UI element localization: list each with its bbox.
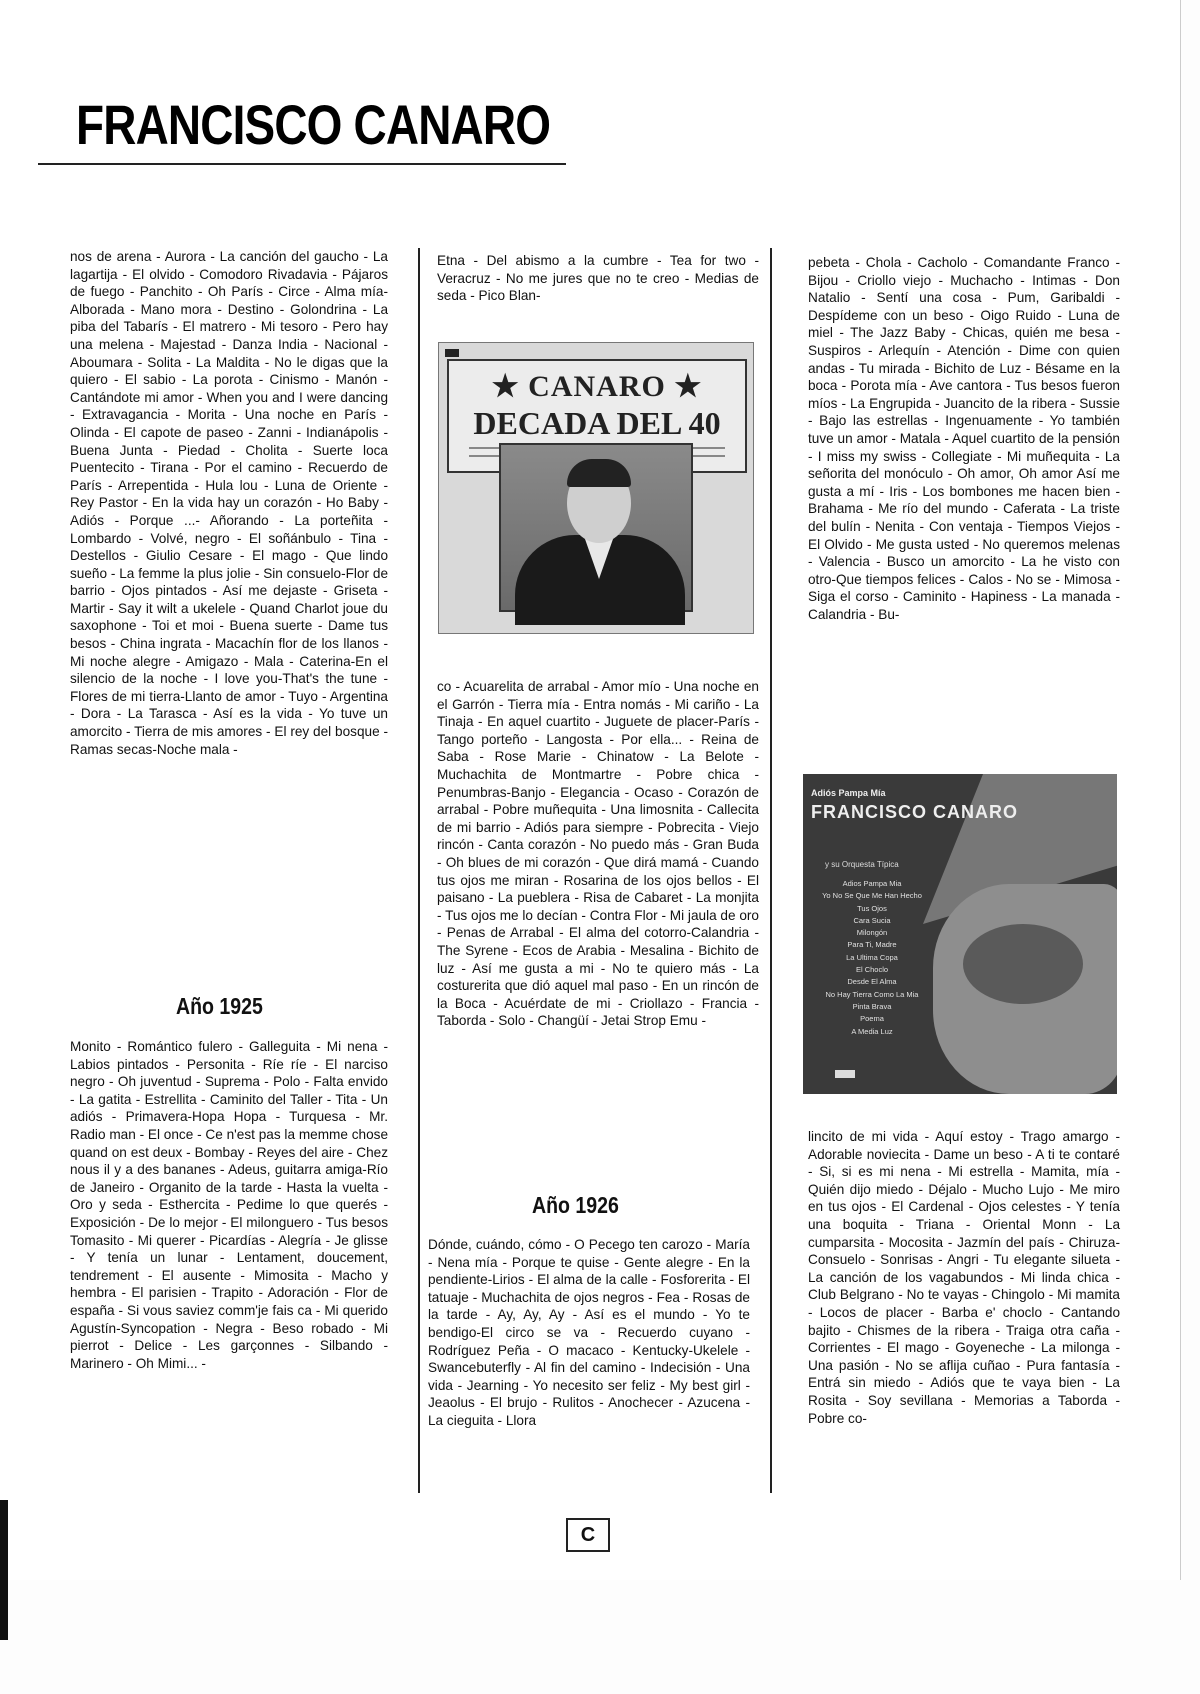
scan-edge-mark	[0, 1500, 8, 1640]
track-item: Milongón	[856, 928, 888, 938]
album-track-list	[817, 878, 927, 1038]
album-artist: FRANCISCO CANARO	[811, 802, 1018, 822]
title-underline	[38, 163, 566, 165]
column-divider-1	[418, 248, 420, 1493]
track-item: Adios Pampa Mia	[842, 879, 902, 888]
heading-year-1926: Año 1926	[532, 1192, 619, 1218]
heading-year-1925: Año 1925	[176, 993, 263, 1019]
song-list-text: Dónde, cuándo, cómo - O Pecego ten carozo - María - Nena mía - Porque te quise - Gente alegre - En la pendiente-Lirios - El alma de la calle - Fosforerita - El tatuaje - Muchachita de ojos negros - Fea - Rosas de la tarde - Ay, Ay, Ay - Así es el mundo - Yo te bendigo-El circo se va - Recuerdo cuyano - Rodríguez Peña - O macaco - Kentucky-Ukelele - Swancebuterfly - Al fin del camino - Indecisión - Una vida - Jearning - Yo necesito ser feliz - My best girl - Jeaolus - El brujo - Rulitos - Anochecer - Azucena - La cieguita - Llora	[428, 1237, 750, 1428]
track-item: Para Ti, Madre	[847, 940, 897, 950]
track-item: Yo No Se Que Me Han Hecho Tus Ojos	[822, 891, 922, 913]
column-divider-2	[770, 248, 772, 1493]
label-logo-icon	[445, 349, 459, 357]
song-list-text: nos de arena - Aurora - La canción del gaucho - La lagartija - El olvido - Comodoro Rivadavia - Pájaros de fuego - Panchito - Oh París - Circe - Alma mía-Alborada - Mano mora - Destino - Golondrina - La piba del Tabarís - El matrero - Mi tesoro - Pero hay una melena - Majestad - Danza India - Nacional - Aboumara - Solita - La Maldita - No le digas que la quiero - El sabio - La porota - Cinismo - Manón - Cantándote mi amor - When you and I were dancing - Extravagancia - Morita - Una noche en París - Olinda - El capote de paseo - Zanni - Indianápolis - Buena Junta - Piedad - Cholita - Suerte loca Puentecito - Tirana - Por el camino - Recuerdo de París - Arrepentida - Hula lou - Luna de Oriente - Rey Pastor - En la vida hay un corazón - Ho Baby - Adiós - Porque ...- Añorando - La porteñita - Lombardo - Volvé, negro - El soñánbulo - Tina - Destellos - Giulio Cesare - El mago - Que lindo sueño - La femme la plus jolie - Sin consuelo-Flor de barrio - Ojos pintados - Así me dejaste - Griseta - Martir - Say it wilt a ukelele - Quand Charlot joue du saxophone - Toi et moi - Buena suerte - Dame tus besos - China ingrata - Macachín flor de los llanos - Mi noche alegre - Amigazo - Mala - Caterina-En el silencio de la noche - I love you-That's the tune - Flores de mi tierra-Llanto de amor - Tuyo - Argentina - Dora - La Tarasca - Así es la vida - Yo tuve un amorcito - Tierra de mis amores - El rey del bosque - Ramas secas-Noche mala -	[70, 249, 388, 757]
album-title-line-1: ★ CANARO ★	[491, 370, 703, 403]
song-list-text: lincito de mi vida - Aquí estoy - Trago amargo - Adorable noviecita - Dame un beso - A ti te contaré - Si, si es mi nena - Mi estrella - Mamita, mía - Quién dijo miedo - Déjalo - Mucho Lujo - Me miro en tus ojos - El Cardenal - Ojos celestes - Y tenía una boquita - Triana - Oriental Monn - La cumparsita - Mocosita - Jazmín del país - Chiruza-Consuelo - Sonrisas - Angri - Tu elegante silueta - La canción de los vagabundos - Mi linda chica - Club Belgrano - No te vayas - Chingolo - Mi mamita - Locos de placer - Barba e' choclo - Cantando bajito - Chismes de la ribera - Traiga otra caña - Corrientes - El mago - Goyeneche - La milonga - Una pasión - No se aflija cuñao - Pura fantasía - Entrá sin miedo - Adiós que te vaya bien - La Rosita - Soy sevillana - Memorias a Taborda - Pobre co-	[808, 1129, 1120, 1426]
album-cover-decada-del-40	[438, 342, 754, 634]
column-2-1926-list	[428, 1236, 750, 1430]
song-list-text: Monito - Romántico fulero - Galleguita - Mi nena - Labios pintados - Personita - Ríe ríe - El narciso negro - Oh juventud - Suprema - Polo - Falta envido - La gatita - Estrellita - Caminito del Taller - Tita - Un adiós - Primavera-Hopa Hopa - Turquesa - Mr. Radio man - El once - Ce n'est pas la memme chose quand on est deux - Bombay - Reyes del aire - Chez nous il y a des bananes - Adeus, guitarra amiga-Río de Janeiro - Organito de la tarde - Hasta la vuelta - Oro y seda - Esthercita - Pedime lo que querés - Exposición - De lo mejor - El milonguero - Tus besos Tomasito - Mi querer - Picardías - Alegría - Je glisse - Y tenía un lunar - Lentament, doucement, tendrement - El ausente - Mimosita - Macho y hembra - El parisien - Trapito - Adoración - Flor de españa - Si vous saviez comm'je fais ca - Mi querido Agustín-Syncopation - Negra - Beso robado - Mi pierrot - Delice - Les garçonnes - Silbando - Marinero - Oh Mimi... -	[70, 1039, 388, 1371]
column-1-1925-list	[70, 1038, 388, 1372]
shadow-shape	[963, 924, 1083, 1004]
column-3-top-list	[808, 254, 1120, 623]
column-2-top-list	[437, 252, 759, 305]
song-list-text: Etna - Del abismo a la cumbre - Tea for two - Veracruz - No me jures que no te creo - Medias de seda - Pico Blan-	[437, 253, 759, 304]
page-letter-box: C	[566, 1518, 610, 1552]
album-cover-adios-pampa-mia	[803, 774, 1117, 1094]
track-item: El Choclo	[855, 965, 889, 975]
label-logo-icon	[835, 1070, 855, 1078]
track-item: La Ultima Copa	[846, 952, 898, 962]
album-subtitle: y su Orquesta Típica	[825, 860, 899, 869]
page-title: FRANCISCO CANARO	[76, 93, 551, 156]
song-list-text: co - Acuarelita de arrabal - Amor mío - Una noche en el Garrón - Tierra mía - Entra nomás - Mi cariño - La Tinaja - En aquel cuartito - Juguete de placer-París - Tango porteño - Langosta - Por ella... - Reina de Saba - Rose Marie - Chinatow - La Belote - Muchachita de Montmartre - Pobre chica - Penumbras-Banjo - Elegancia - Ocaso - Corazón de arrabal - Pobre muñequita - Una limosnita - Callecita de mi barrio - Adiós para siempre - Pobrecita - Viejo rincón - Canta corazón - No puedo más - Gran Buda - Oh blues de mi corazón - Que dirá mamá - Cuando tus ojos me miran - Rosarina de los ojos bellos - El paisano - La pueblera - Risa de Cabaret - La monjita - Tus ojos me lo decían - Contra Flor - Mi jaula de oro - Penas de Arrabal - El alma del cotorro-Calandria - The Syrene - Ecos de Arabia - Mesalina - Bichito de luz - Así me gusta a mi - No te quiero más - La costurerita que dió aquel mal paso - En un rincón de la Boca - Acuérdate de mi - Criollazo - Francia - Taborda - Solo - Changüí - Jetai Strop Emu -	[437, 679, 759, 1029]
column-1-list	[70, 248, 388, 758]
track-item: Desde El Alma	[847, 977, 897, 987]
column-2-mid-list	[437, 678, 759, 1030]
track-item: A Media Luz	[851, 1026, 893, 1036]
track-item: No Hay Tierra Como La Mia	[825, 989, 919, 999]
song-list-text: pebeta - Chola - Cacholo - Comandante Franco - Bijou - Criollo viejo - Muchacho - Intimas - Don Natalio - Sentí una cosa - Pum, Garibaldi - Despídeme con un beso - Oigo Ruido - Luna de miel - The Jazz Baby - Chicas, quién me besa - Suspiros - Arlequín - Atención - Dime con quien andas - Tu mirada - Bichito de Luz - Bésame en la boca - Porota mía - Ave cantora - Tus besos fueron míos - La Engrupida - Juancito de la ribera - Sussie - Bajo las estrellas - Ingenuamente - Yo también tuve un amor - Matala - Aquel cuartito de la pensión - I miss my swiss - Collegiate - Mi muñequita - La señorita del monóculo - Oh amor, Oh amor Así me gusta a mí - Iris - Los bombones me hacen bien - Brahama - Me río del mundo - Caferata - La triste del bulín - Nenita - Con ventaja - Tiempos Viejos - El Olvido - Me gusta usted - No queremos melenas - Valencia - Busco un amorcito - La he visto con otro-Que tiempos felices - Calos - No se - Mimosa - Siga el corso - Caminito - Hapiness - La manada - Calandria - Bu-	[808, 255, 1120, 622]
column-3-bottom-list	[808, 1128, 1120, 1427]
album-top-line: Adiós Pampa Mía	[811, 788, 886, 798]
track-item: Pinta Brava	[852, 1001, 892, 1011]
album-title-line-2: DECADA DEL 40	[473, 405, 721, 441]
track-item: Poema	[860, 1014, 884, 1024]
portrait-photo	[499, 443, 693, 612]
track-item: Cara Sucia	[853, 915, 891, 925]
